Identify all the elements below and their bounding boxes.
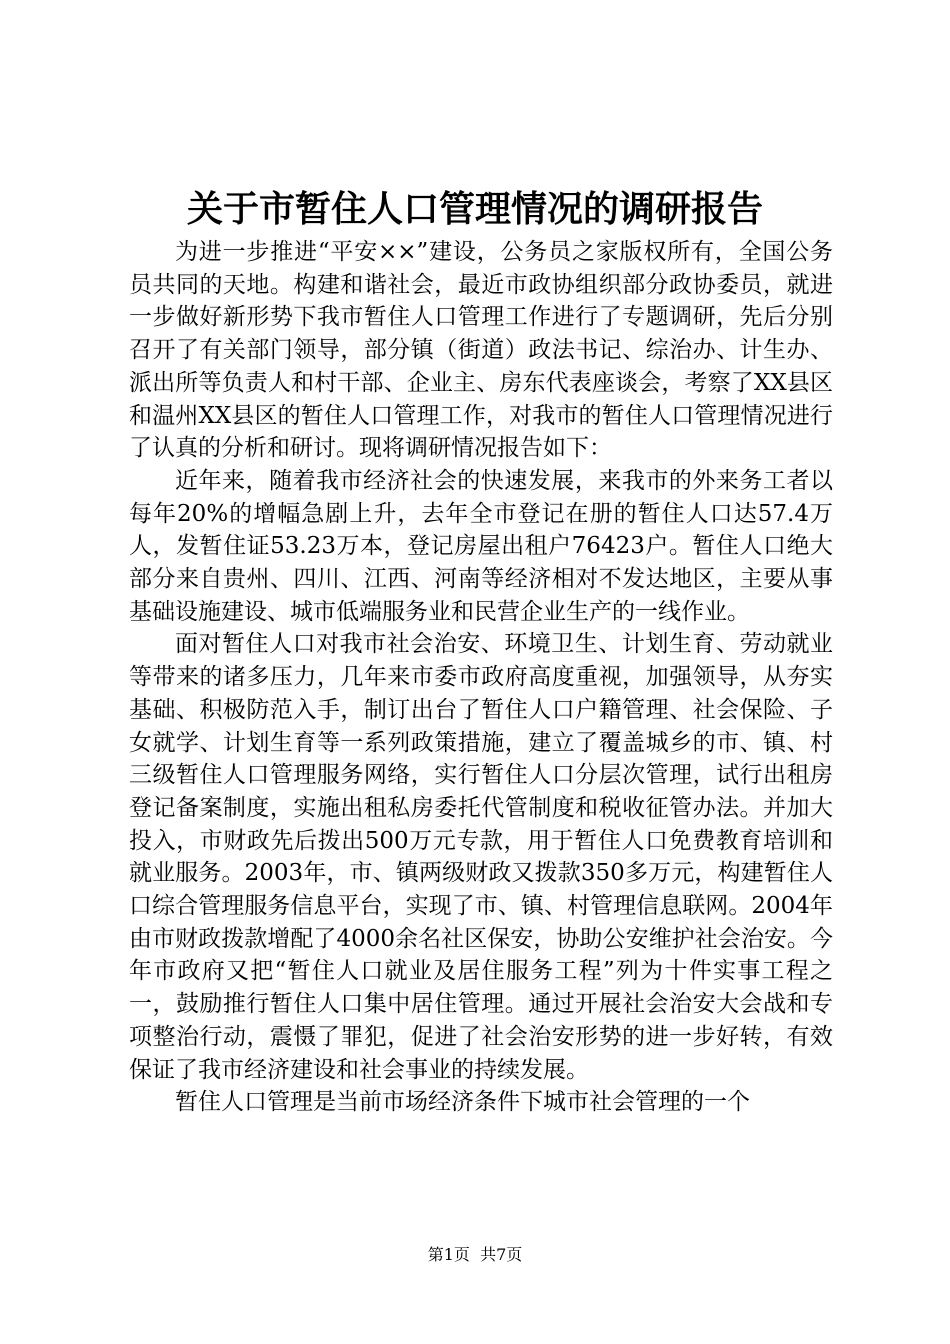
paragraph: 近年来，随着我市经济社会的快速发展，来我市的外来务工者以每年20%的增幅急剧上升，去年全市登记在册的暂住人口达57.4万人，发暂住证53.23万本，登记房屋出租户76423户。暂住人口绝大部分来自贵州、四川、江西、河南等经济相对不发达地区，主要从事基础设施建设、城市低端服务业和民营企业生产的一线作业。 [129, 467, 833, 625]
page-footer [0, 1244, 950, 1266]
paragraph: 面对暂住人口对我市社会治安、环境卫生、计划生育、劳动就业等带来的诸多压力，几年来市委市政府高度重视，加强领导，从夯实基础、积极防范入手，制订出台了暂住人口户籍管理、社会保险、子女就学、计划生育等一系列政策措施，建立了覆盖城乡的市、镇、村三级暂住人口管理服务网络，实行暂住人口分层次管理，试行出租房登记备案制度，实施出租私房委托代管制度和税收征管办法。并加大投入，市财政先后拨出500万元专款，用于暂住人口免费教育培训和就业服务。2003年，市、镇两级财政又拨款350多万元，构建暂住人口综合管理服务信息平台，实现了市、镇、村管理信息联网。2004年由市财政拨款增配了4000余名社区保安，协助公安维护社会治安。今年市政府又把“暂住人口就业及居住服务工程”列为十件实事工程之一，鼓励推行暂住人口集中居住管理。通过开展社会治安大会战和专项整治行动，震慑了罪犯，促进了社会治安形势的进一步好转，有效保证了我市经济建设和社会事业的持续发展。 [129, 631, 833, 1083]
document-title: 关于市暂住人口管理情况的调研报告 [186, 188, 763, 230]
paragraph: 暂住人口管理是当前市场经济条件下城市社会管理的一个 [175, 1089, 750, 1116]
page-number: 第1页 [427, 1245, 470, 1264]
page-total: 共7页 [480, 1245, 523, 1264]
paragraph: 为进一步推进“平安××”建设，公务员之家版权所有，全国公务员共同的天地。构建和谐社会，最近市政协组织部分政协委员，就进一步做好新形势下我市暂住人口管理工作进行了专题调研，先后分别召开了有关部门领导，部分镇（街道）政法书记、综治办、计生办、派出所等负责人和村干部、企业主、房东代表座谈会，考察了XX县区和温州XX县区的暂住人口管理工作，对我市的暂住人口管理情况进行了认真的分析和研讨。现将调研情况报告如下： [129, 239, 833, 462]
document-body [129, 236, 833, 1119]
